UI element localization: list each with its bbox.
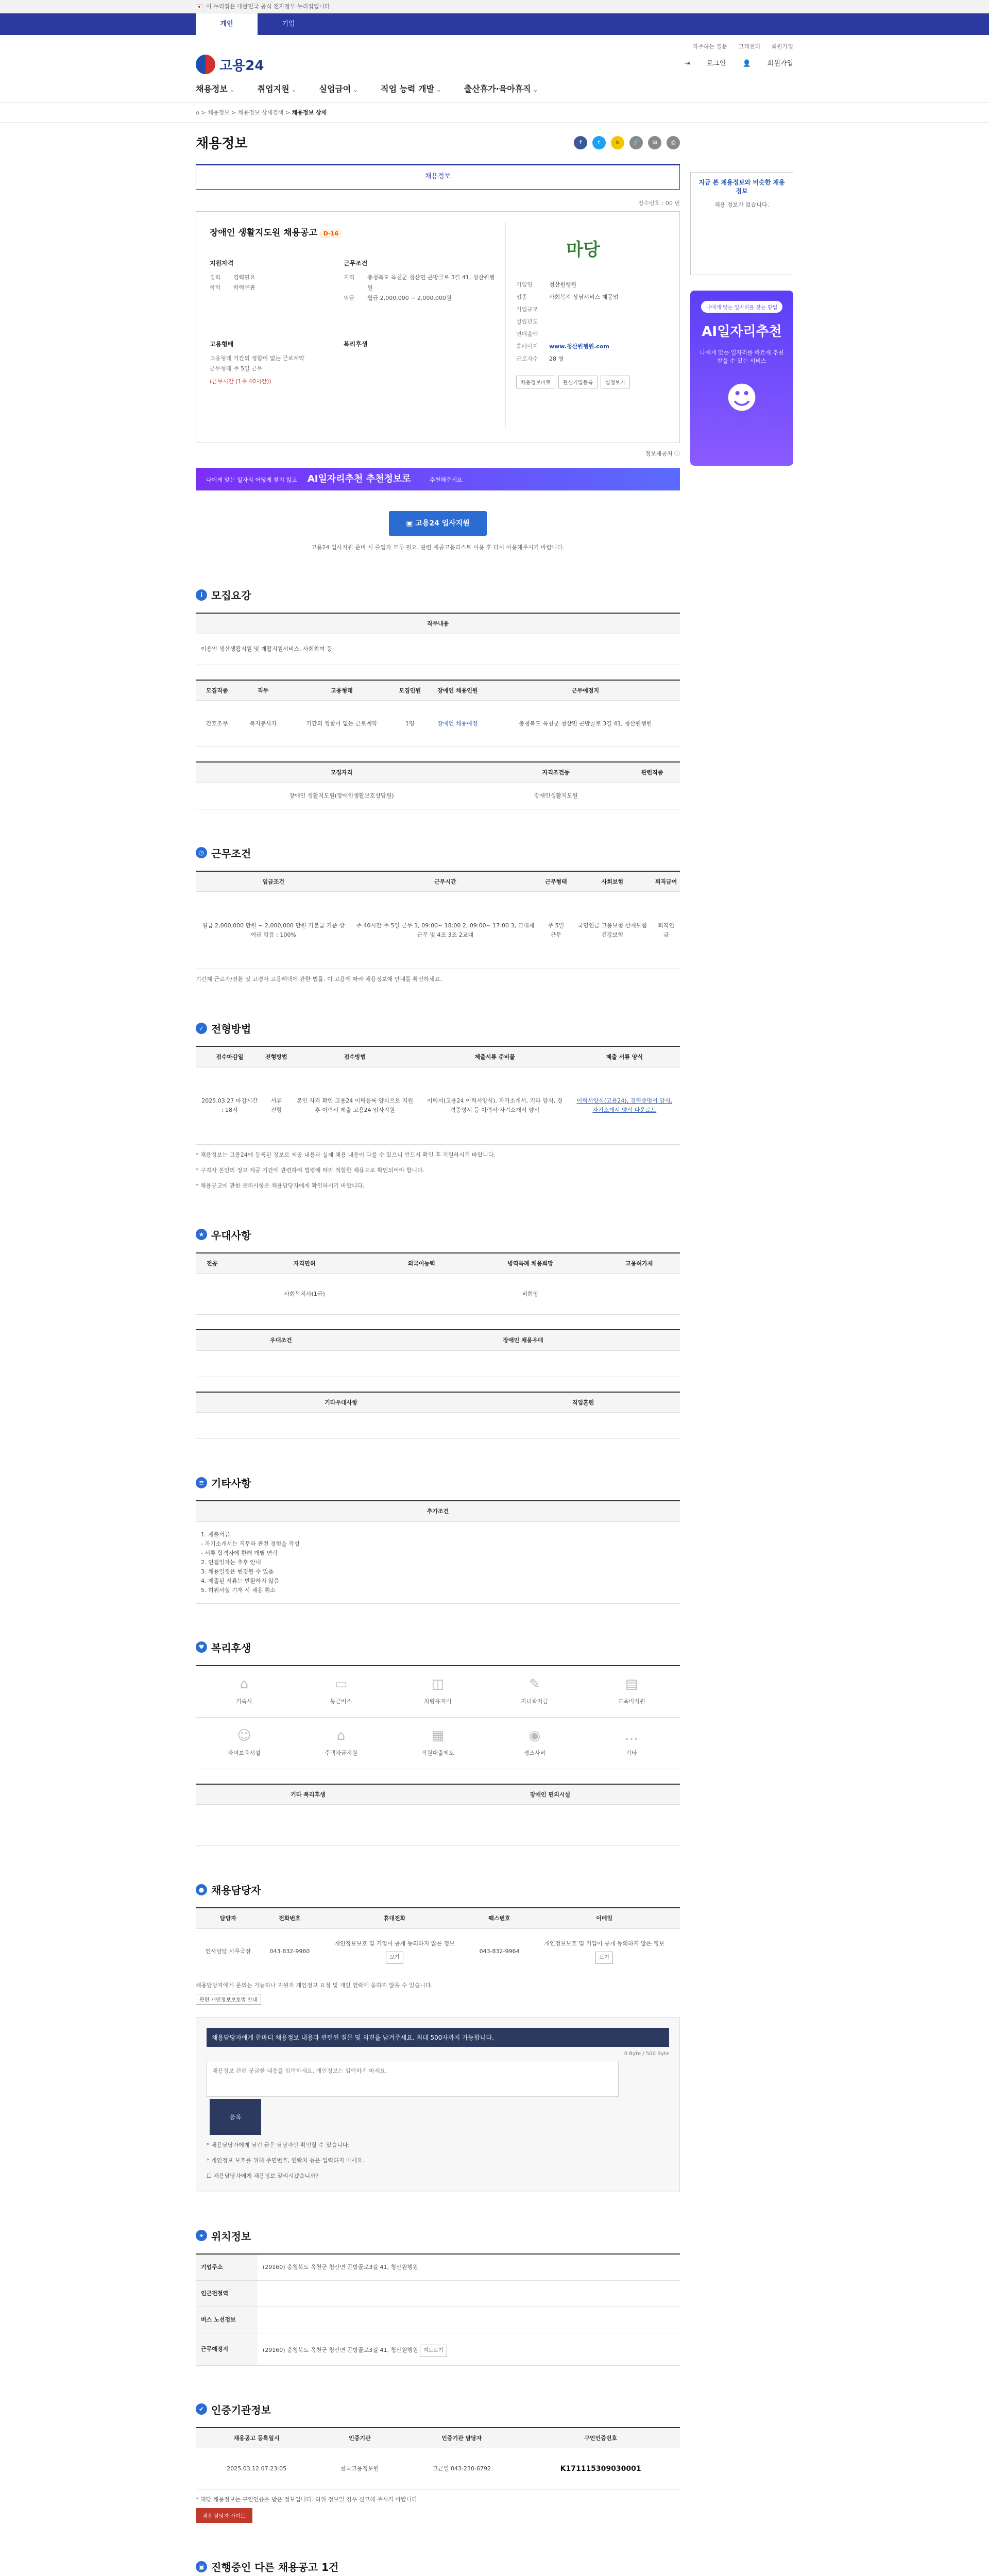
robot-icon: ☻ (725, 380, 758, 416)
tab-job-info[interactable]: 채용정보 (196, 164, 680, 190)
header-actions (670, 58, 793, 67)
recruit-section: i 모집요강 직무내용 이용인 생산생활지원 및 재활지원서비스, 사회참여 등 모집직종 직무 고용형태 모집인원 장애인 채용인원 근무예정지 간호조무 복지봉사자 기간의 정함이 없는 근로계약 1명 장애인 채용예정 충청북도 옥천군 청산면 곤방골로 3길 41, 청산원행원 모집자격 자격조건등 관련직종 장애인 생활지도원(장애인생활보호상담원) 장애인생활지도원 (196, 587, 680, 809)
show-mobile-button[interactable]: 보기 (386, 1952, 403, 1964)
twitter-icon[interactable]: t (592, 136, 606, 149)
manager-section: ● 채용담당자 담당자 전화번호 휴대전화 팩스번호 이메일 인사담당 사무국장 043-832-9960 개인정보보호 및 기업이 공개 동의하지 않은 정보 보기 043-832-9964 개인정보보호 및 기업이 공개 동의하지 않은 정보 보기 채용담당자에게 문의는 가능하나 지원자 개인정보 요청 및 개인 연락에 응하지 않을 수 있습니다. 관련 개인정보보호법 안내 채용담당자에게 한마디 채용정보 내용과 관련된 질문 및 의견을 남겨주세요. 최대 500자까지 가능합니다. 0 Byte / 500 Byte 채용정보 관련 궁금한 내용을 입력하세요. 개인정보는 입력하지 마세요.등록 * 채용담당자에게 남긴 글은 담당자만 확인할 수 있습니다. * 개인정보 보호를 위해 주민번호, 연락처 등은 입력하지 마세요. ☐ 채용담당자에게 채용정보 알리시겠습니까? (196, 1882, 680, 2192)
apply-button[interactable]: ▣ 고용24 입사지원 (389, 511, 487, 536)
qualification-block: 지원자격 경력 경력필요 학력 학력무관 (210, 260, 255, 291)
join-button[interactable]: 👤 회원가입 (742, 60, 793, 67)
header (196, 35, 793, 102)
faq-link[interactable]: 자주하는 질문 (692, 43, 727, 50)
check-icon: ✓ (196, 1023, 207, 1034)
prefer-table: 전공 자격면허 외국어능력 병역특례 채용희망 고용허가제 사회복지사(1급) 비희망 (196, 1252, 680, 1315)
breadcrumb: ⌂ > 채용정보 > 채용정보 상세검색 > 채용정보 상세 (0, 102, 989, 123)
employment-block: 고용형태 고용형태 기간의 정함이 없는 근로계약 근무형태 주 5일 근무 (근무시간 (1주 40시간)) (210, 341, 305, 385)
gov-banner: 이 누리집은 대한민국 공식 전자정부 누리집입니다. (0, 0, 989, 13)
person-icon: ● (196, 1884, 207, 1895)
link-icon[interactable]: 🔗 (629, 136, 643, 149)
map-button[interactable]: 지도보기 (420, 2345, 447, 2357)
qualification-table: 모집자격 자격조건등 관련직종 장애인 생활지도원(장애인생활보호상담원) 장애인생활지도원 (196, 761, 680, 809)
etc-table: 추가조건 1. 제출서류 - 자기소개서는 직무와 관련 경험을 작성 - 서류 합격자에 한해 개별 연락 2. 면접일자는 추후 안내 3. 채용일정은 변경될 수 있음 4. 제출된 서류는 반환하지 않음 5. 허위사실 기재 시 채용 취소 (196, 1500, 680, 1604)
tab-personal[interactable]: 개인 (196, 13, 258, 35)
company-logo: 마당 (566, 239, 600, 260)
form-download-link[interactable]: 이력서양식(고용24), 경력증명서 양식, 자기소개서 양식 다운로드 (569, 1067, 680, 1144)
conditions-block: 근무조건 지역 충청북도 옥천군 청산면 곤방골로 3길 41, 청산원행원 임금 월급 2,000,000 ~ 2,000,000원 (344, 260, 495, 301)
cert-table: 채용공고 등록일시 인증기관 인증기관 담당자 구인인증번호 2025.03.12 07:23:05 한국고용정보원 고근일 043-230-6792 K171115309030001 (196, 2427, 680, 2490)
loan-icon: ▦ (431, 1727, 445, 1743)
pin-icon: ⌖ (196, 2230, 207, 2241)
briefcase-icon: ▣ (196, 2561, 207, 2572)
nav-item[interactable]: 직업 능력 개발 ⌄ (381, 84, 441, 94)
nav-item[interactable]: 실업급여 ⌄ (319, 84, 358, 94)
info-source[interactable]: 정보제공처 ⓘ (645, 450, 680, 457)
heart-icon: ♥ (196, 1641, 207, 1653)
bus-icon: ▭ (334, 1676, 348, 1692)
benefits-block: 복리후생 (344, 341, 368, 348)
company-info: 마당 기업명 청산원행원 업종 사회복지 상담서비스 제공업 기업규모 설립년도 연매출액 홈페이지 www.청산원행원.com 근로자수 28 명 채용정보바로 관심기업등록 설정보기 (505, 222, 670, 428)
privacy-guide-button[interactable]: 관련 개인정보보호법 안내 (196, 1994, 261, 2005)
nav-item[interactable]: 취업지원 ⌄ (258, 84, 297, 94)
apply-note: 고용24 입사지원 준비 시 졸업자 모두 필요. 관련 제공고용리스트 이용 후 다시 이용해주시기 바랍니다. (311, 544, 565, 551)
welfare-grid: ⌂ 기숙사 ▭ 통근버스 ◫ 차량유지비 ✎ 자녀학자금 ▤ 교육비지원 ☺ 자녀보육시설 ⌂ 주택자금지원 ▦ 직원대출제도 ◉ 경조사비 … 기타 (196, 1665, 680, 1769)
job-info-button[interactable]: 채용정보바로 (516, 376, 555, 388)
education-icon: ▤ (625, 1676, 638, 1692)
welfare-section: ♥ 복리후생 ⌂ 기숙사 ▭ 통근버스 ◫ 차량유지비 ✎ 자녀학자금 ▤ 교육비지원 ☺ 자녀보육시설 ⌂ 주택자금지원 ▦ 직원대출제도 ◉ 경조사비 … 기타 기타 복리후생 장애인 편의시설 (196, 1640, 680, 1846)
info-icon: i (196, 589, 207, 601)
settings-button[interactable]: 설정보기 (601, 376, 630, 388)
show-email-button[interactable]: 보기 (595, 1952, 612, 1964)
homepage-link[interactable]: www.청산원행원.com (549, 343, 609, 350)
job-content-table: 직무내용 이용인 생산생활지원 및 재활지원서비스, 사회참여 등 (196, 613, 680, 665)
inquiry-input[interactable] (207, 2061, 619, 2097)
inquiry-submit-button[interactable]: 등록 (210, 2099, 261, 2135)
print-icon[interactable]: ⎙ (667, 136, 680, 149)
page-title: 채용정보 (196, 136, 248, 151)
facebook-icon[interactable]: f (574, 136, 587, 149)
star-icon: ★ (196, 1229, 207, 1240)
location-table: 기업주소 (29160) 충청북도 옥천군 청산면 곤방골로3길 41, 청산원행원 인근전철역 버스 노선정보 근무예정지 (29160) 충청북도 옥천군 청산면 곤방골로3길 41, 청산원행원 지도보기 (196, 2253, 680, 2366)
etc-icon: … (625, 1727, 638, 1743)
dorm-icon: ⌂ (240, 1676, 249, 1692)
ai-recommend-banner[interactable]: 나에게 맞는 일자리를 찾는 방법 AI일자리추천 나에게 맞는 일자리를 빠르게 추천받을 수 있는 서비스 ☻ (690, 291, 793, 466)
share-buttons (574, 136, 680, 149)
prefer-section: ★ 우대사항 전공 자격면허 외국어능력 병역특례 채용희망 고용허가제 사회복지사(1급) 비희망 우대조건 장애인 채용우대 기타우대사항 직업훈련 (196, 1227, 680, 1439)
clock-icon: ◷ (196, 847, 207, 858)
kakao-icon[interactable]: k (611, 136, 624, 149)
usertype-bar (0, 13, 989, 35)
list-icon: ≡ (196, 1477, 207, 1488)
flag-icon (196, 4, 203, 9)
site-logo[interactable]: 고용24 (196, 55, 264, 74)
content (196, 123, 793, 2576)
nav-item[interactable]: 출산휴가·육아휴직 ⌄ (464, 84, 538, 94)
gift-icon: ◉ (528, 1727, 541, 1743)
tab-company[interactable]: 기업 (282, 20, 295, 28)
dday-badge: D-16 (320, 229, 342, 238)
logo-icon (196, 55, 215, 74)
childcare-icon: ☺ (237, 1727, 251, 1743)
manager-table: 담당자 전화번호 휴대전화 팩스번호 이메일 인사담당 사무국장 043-832-9960 개인정보보호 및 기업이 공개 동의하지 않은 정보 보기 043-832-9964 개인정보보호 및 기업이 공개 동의하지 않은 정보 보기 (196, 1907, 680, 1975)
top-links (684, 42, 793, 50)
main-nav (196, 82, 560, 94)
house-icon: ⌂ (336, 1727, 346, 1743)
support-link[interactable]: 고객센터 (738, 43, 760, 50)
cert-section: ✔ 인증기관정보 채용공고 등록일시 인증기관 인증기관 담당자 구인인증번호 2025.03.12 07:23:05 한국고용정보원 고근일 043-230-6792 K171115309030001 * 해당 채용정보는 구인인증을 받은 정보입니다. 허위 정보일 경우 신고해 주시기 바랍니다. 채용 담당자 사이트 (196, 2402, 680, 2523)
cert-site-button[interactable]: 채용 담당자 사이트 (196, 2508, 252, 2523)
registration-number: 접수번호 : 00 번 (638, 200, 680, 207)
recruit-table: 모집직종 직무 고용형태 모집인원 장애인 채용인원 근무예정지 간호조무 복지봉사자 기간의 정함이 없는 근로계약 1명 장애인 채용예정 충청북도 옥천군 청산면 곤방골로 3길 41, 청산원행원 (196, 680, 680, 748)
ai-banner[interactable]: 나에게 맞는 일자리 어떻게 찾지 않고 AI일자리추천 추천정보로 추천해주세요 (196, 468, 680, 490)
location-section: ⌖ 위치정보 기업주소 (29160) 충청북도 옥천군 청산면 곤방골로3길 41, 청산원행원 인근전철역 버스 노선정보 근무예정지 (29160) 충청북도 옥천군 청산면 곤방골로3길 41, 청산원행원 지도보기 (196, 2228, 680, 2366)
car-icon: ◫ (431, 1676, 445, 1692)
other-jobs-section: ▣ 진행중인 다른 채용공고 1건 (196, 2559, 680, 2576)
similar-jobs-box: 지금 본 채용정보와 비슷한 채용정보 채용 정보가 없습니다. (690, 172, 793, 275)
job-summary (196, 211, 680, 443)
notify-checkbox[interactable]: ☐ (207, 2172, 212, 2179)
mail-icon[interactable]: ✉ (648, 136, 661, 149)
work-table: 임금조건 근무시간 근무형태 사회보험 퇴직급여 월급 2,000,000 만원 ~ 2,000,000 만원 기본급 기준 상여급 없음 : 100% 주 40시간 주 5일 근무 1, 09:00~ 18:00 2, 09:00~ 17:00 3, 교대제 근무 및 4조 3조 2교대 주 5일 근무 국민연금 고용보험 산재보험 건강보험 퇴직연금 (196, 871, 680, 970)
school-icon: ✎ (529, 1676, 540, 1692)
badge-icon: ✔ (196, 2403, 207, 2415)
process-section: ✓ 전형방법 접수마감일 전형방법 접수방법 제출서류 준비물 제출 서류 양식 2025.03.27 마감시간 : 18시 서류전형 본인 자격 확인 고용24 이력등록 양식으로 지원 후 이력서 제출 고용24 입사지원 이력서(고용24 이력서양식), 자기소개서, 기타 양식, 경력증명서 등 이력서·자기소개서 양식 이력서양식(고용24), 경력증명서 양식, 자기소개서 양식 다운로드 * 채용정보는 고용24에 등록된 정보로 제공 내용과 실제 채용 내용이 다를 수 있으니 반드시 확인 후 지원하시기 바랍니다. * 구직자 본인의 정보 제공 기간에 관련하여 법령에 따라 적합한 채용으로 확인되어야 합니다. * 채용공고에 관한 문의사항은 채용담당자에게 확인하시기 바랍니다. (196, 1021, 680, 1191)
main-column (196, 123, 680, 2576)
work-section: ◷ 근무조건 임금조건 근무시간 근무형태 사회보험 퇴직급여 월급 2,000,000 만원 ~ 2,000,000 만원 기본급 기준 상여급 없음 : 100% 주 40시간 주 5일 근무 1, 09:00~ 18:00 2, 09:00~ 17:00 3, 교대제 근무 및 4조 3조 2교대 주 5일 근무 국민연금 고용보험 산재보험 건강보험 퇴직연금 기간제 근로자/전환 및 고령자 고용혜택에 관한 법률. 이 고용에 따라 채용정보에 안내를 확인하세요. (196, 845, 680, 985)
job-title: 장애인 생활지도원 채용공고 D-16 (210, 225, 498, 238)
login-button[interactable]: ⇥ 로그인 (684, 60, 726, 67)
etc-section: ≡ 기타사항 추가조건 1. 제출서류 - 자기소개서는 직무와 관련 경험을 작성 - 서류 합격자에 한해 개별 연락 2. 면접일자는 추후 안내 3. 채용일정은 변경될 수 있음 4. 제출된 서류는 반환하지 않음 5. 허위사실 기재 시 채용 취소 (196, 1475, 680, 1604)
inquiry-box: 채용담당자에게 한마디 채용정보 내용과 관련된 질문 및 의견을 남겨주세요. 최대 500자까지 가능합니다. 0 Byte / 500 Byte 채용정보 관련 궁금한 내용을 입력하세요. 개인정보는 입력하지 마세요.등록 * 채용담당자에게 남긴 글은 담당자만 확인할 수 있습니다. * 개인정보 보호를 위해 주민번호, 연락처 등은 입력하지 마세요. ☐ 채용담당자에게 채용정보 알리시겠습니까? (196, 2017, 680, 2192)
process-table: 접수마감일 전형방법 접수방법 제출서류 준비물 제출 서류 양식 2025.03.27 마감시간 : 18시 서류전형 본인 자격 확인 고용24 이력등록 양식으로 지원 후 이력서 제출 고용24 입사지원 이력서(고용24 이력서양식), 자기소개서, 기타 양식, 경력증명서 등 이력서·자기소개서 양식 이력서양식(고용24), 경력증명서 양식, 자기소개서 양식 다운로드 (196, 1046, 680, 1145)
favorite-company-button[interactable]: 관심기업등록 (558, 376, 598, 388)
sidebar (690, 172, 793, 466)
signup-link[interactable]: 회원가입 (771, 43, 793, 50)
nav-item[interactable]: 채용정보 ⌄ (196, 84, 235, 94)
